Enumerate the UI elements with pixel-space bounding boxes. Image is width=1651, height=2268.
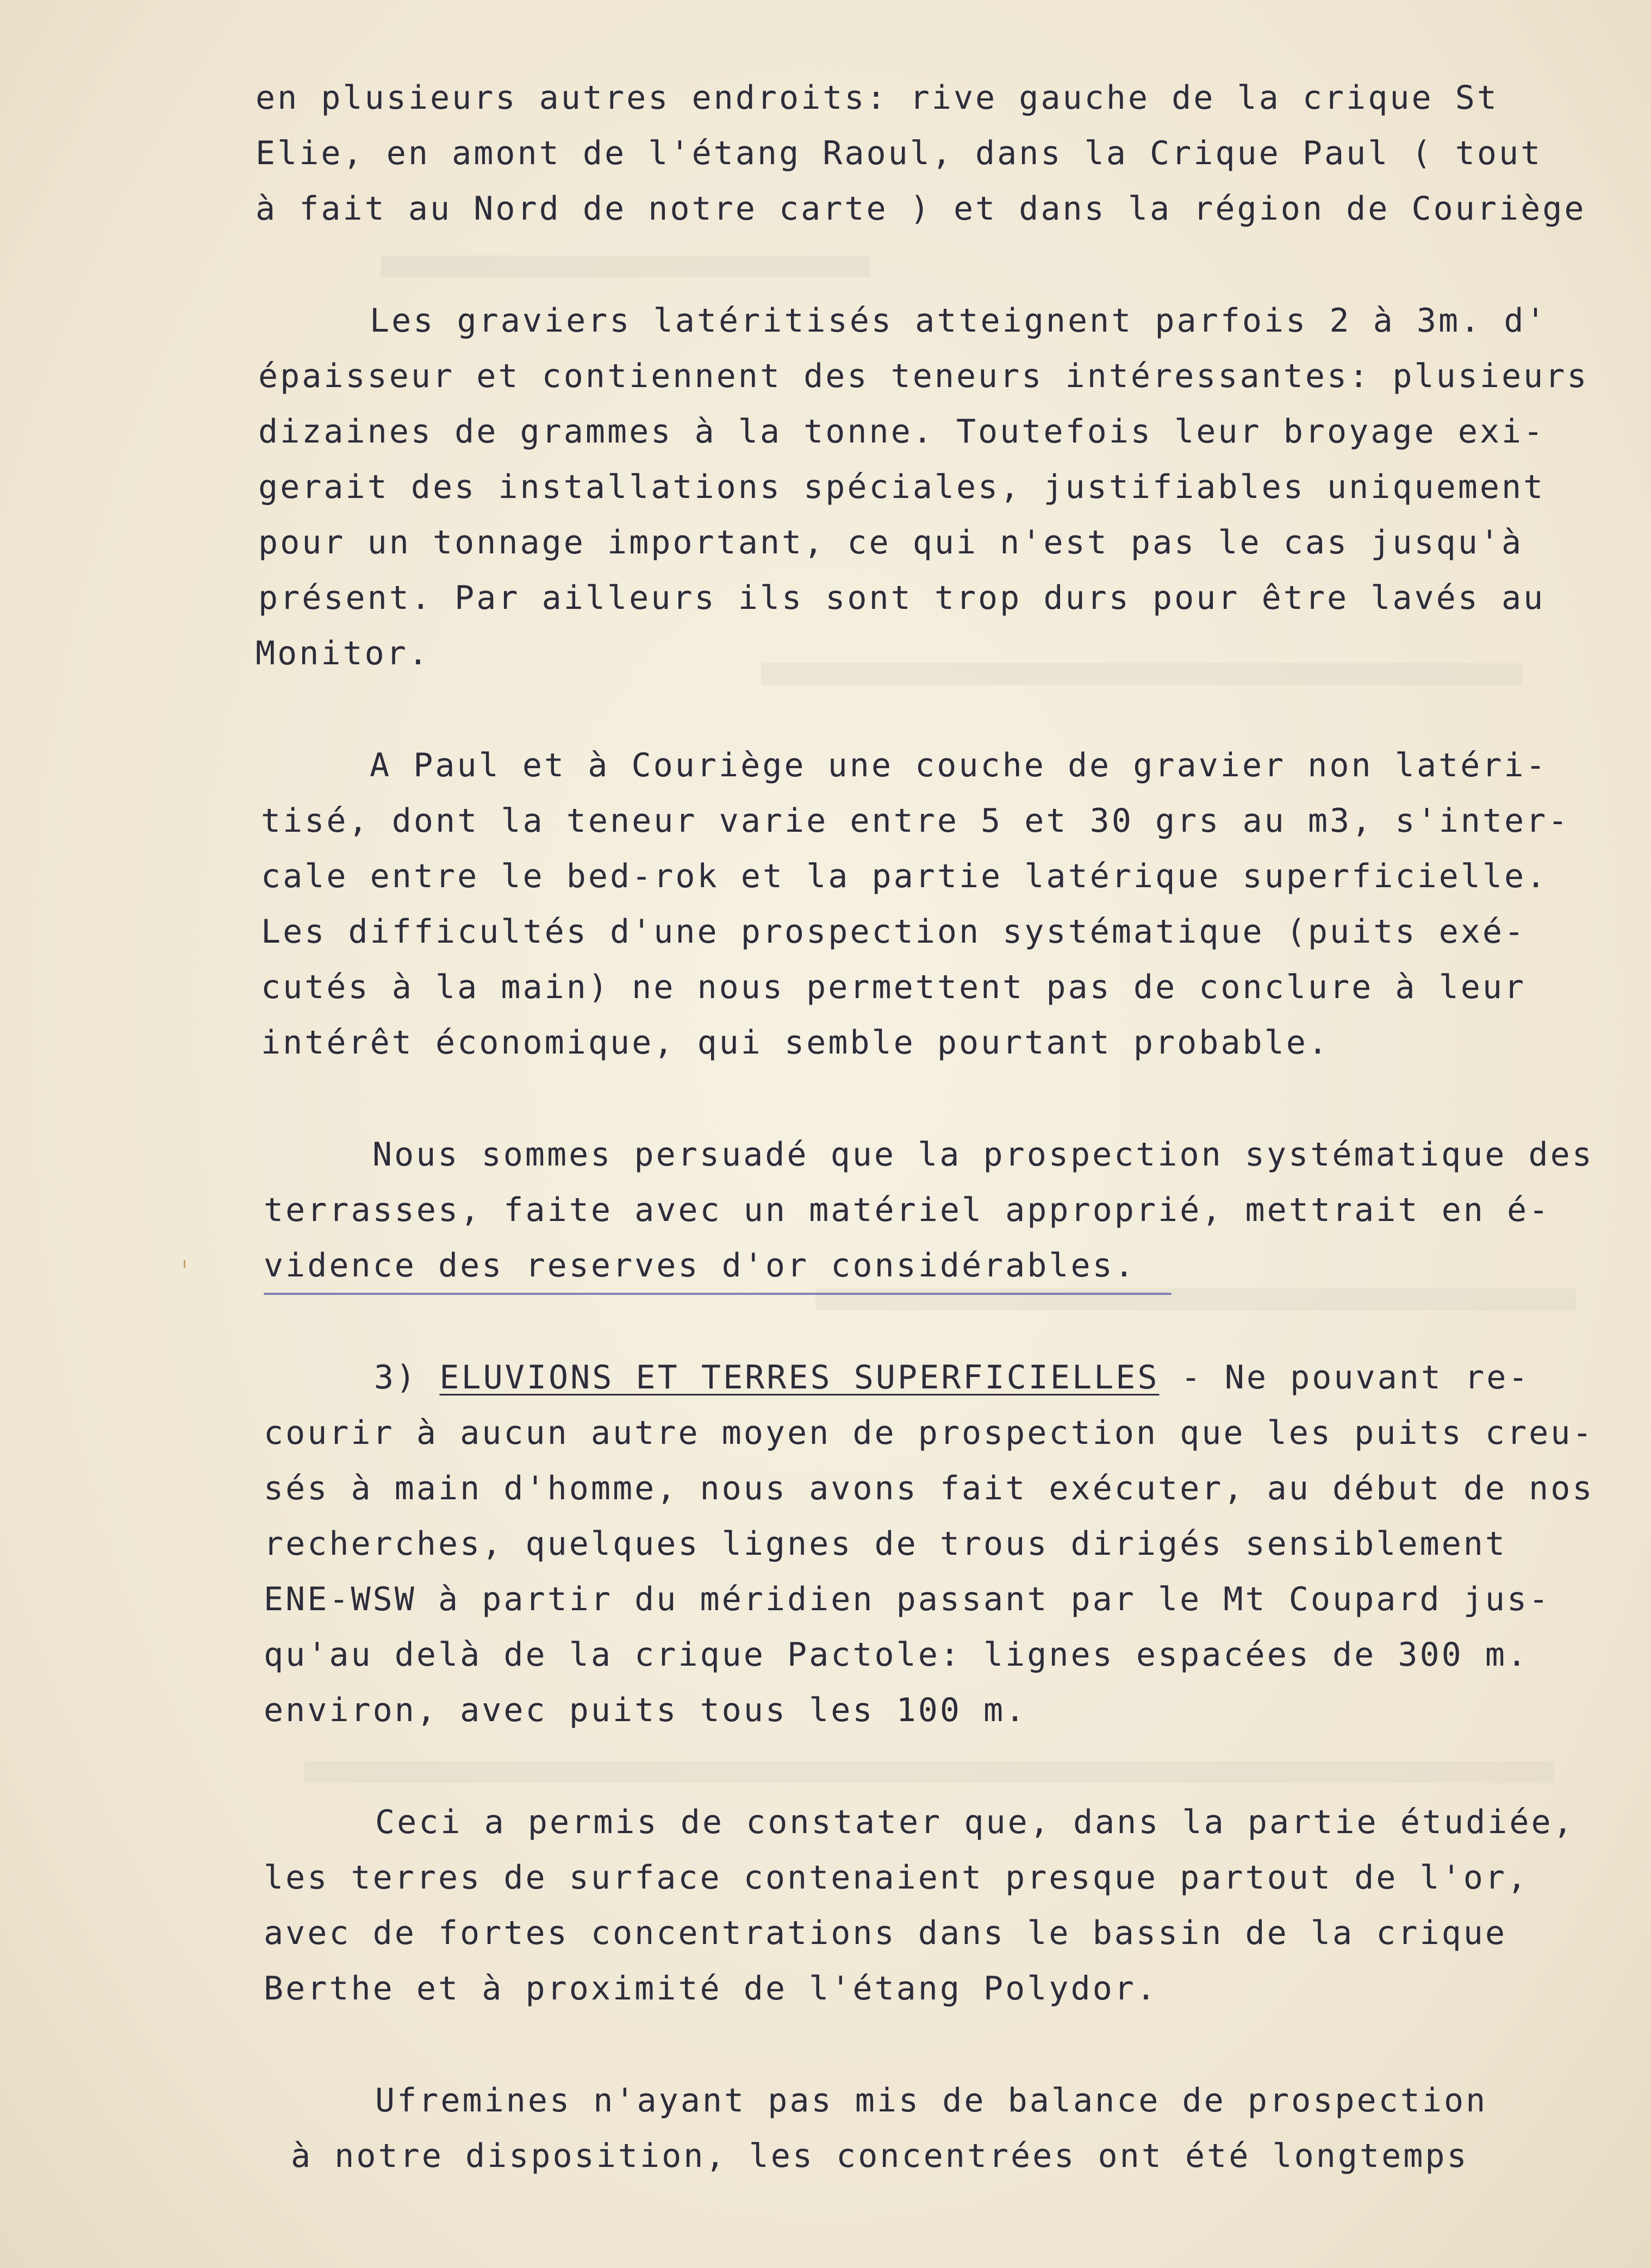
section-title: ELUVIONS ET TERRES SUPERFICIELLES	[439, 1359, 1160, 1397]
text-line: à fait au Nord de notre carte ) et dans la région de Couriège	[256, 190, 1586, 228]
text-line: Berthe et à proximité de l'étang Polydor.	[264, 1970, 1158, 2008]
text-line: cutés à la main) ne nous permettent pas de conclure à leur	[261, 968, 1527, 1006]
text-line: dizaines de grammes à la tonne. Toutefois leur broyage exi-	[258, 413, 1546, 451]
text-line: les terres de surface contenaient presque partout de l'or,	[264, 1859, 1529, 1897]
text-line: vidence des reserves d'or considérables.	[264, 1247, 1136, 1285]
text-line: terrasses, faite avec un matériel approprié, mettrait en é-	[264, 1191, 1551, 1229]
pen-underline	[264, 1293, 1172, 1295]
text-line: Ufremines n'ayant pas mis de balance de prospection	[375, 2082, 1488, 2120]
text-line: A Paul et à Couriège une couche de gravier non latéri-	[370, 746, 1548, 784]
text-line: Nous sommes persuadé que la prospection systématique des	[372, 1136, 1594, 1174]
text-line: courir à aucun autre moyen de prospection que les puits creu-	[264, 1414, 1594, 1452]
text-line: pour un tonnage important, ce qui n'est pas le cas jusqu'à	[258, 524, 1524, 562]
margin-mark	[184, 1260, 185, 1268]
text-line: avec de fortes concentrations dans le bassin de la crique	[264, 1914, 1507, 1952]
text-line: Ceci a permis de constater que, dans la partie étudiée,	[375, 1803, 1575, 1841]
text-line: tisé, dont la teneur varie entre 5 et 30 grs au m3, s'inter-	[261, 802, 1570, 840]
text-line: à notre disposition, les concentrées ont été longtemps	[291, 2137, 1469, 2175]
text-line: en plusieurs autres endroits: rive gauche de la crique St	[256, 79, 1499, 117]
text-line: gerait des installations spéciales, justifiables uniquement	[258, 468, 1546, 506]
bleed-smudge	[815, 1288, 1577, 1310]
text-line: sés à main d'homme, nous avons fait exécuter, au début de nos	[264, 1469, 1594, 1507]
text-line: Les difficultés d'une prospection systématique (puits exé-	[261, 913, 1527, 951]
text-line: qu'au delà de la crique Pactole: lignes espacées de 300 m.	[264, 1636, 1529, 1674]
bleed-smudge	[761, 663, 1522, 685]
text-line: Monitor.	[256, 634, 430, 672]
text-line: présent. Par ailleurs ils sont trop durs pour être lavés au	[258, 579, 1546, 617]
section-number: 3)	[374, 1359, 440, 1397]
bleed-smudge	[304, 1761, 1555, 1783]
text-line: recherches, quelques lignes de trous dirigés sensiblement	[264, 1525, 1507, 1563]
section-lead: - Ne pouvant re-	[1159, 1359, 1530, 1397]
text-line: intérêt économique, qui semble pourtant probable.	[261, 1024, 1330, 1062]
text-line: ENE-WSW à partir du méridien passant par le Mt Coupard jus-	[264, 1580, 1551, 1618]
bleed-smudge	[381, 256, 870, 277]
text-line: environ, avec puits tous les 100 m.	[264, 1691, 1027, 1729]
text-line: Les graviers latéritisés atteignent parfois 2 à 3m. d'	[370, 302, 1548, 340]
text-line: cale entre le bed-rok et la partie latérique superficielle.	[261, 857, 1548, 895]
text-line: épaisseur et contiennent des teneurs intéressantes: plusieurs	[258, 357, 1589, 395]
section-heading-line	[374, 1359, 1530, 1397]
text-line: Elie, en amont de l'étang Raoul, dans la Crique Paul ( tout	[256, 134, 1543, 172]
